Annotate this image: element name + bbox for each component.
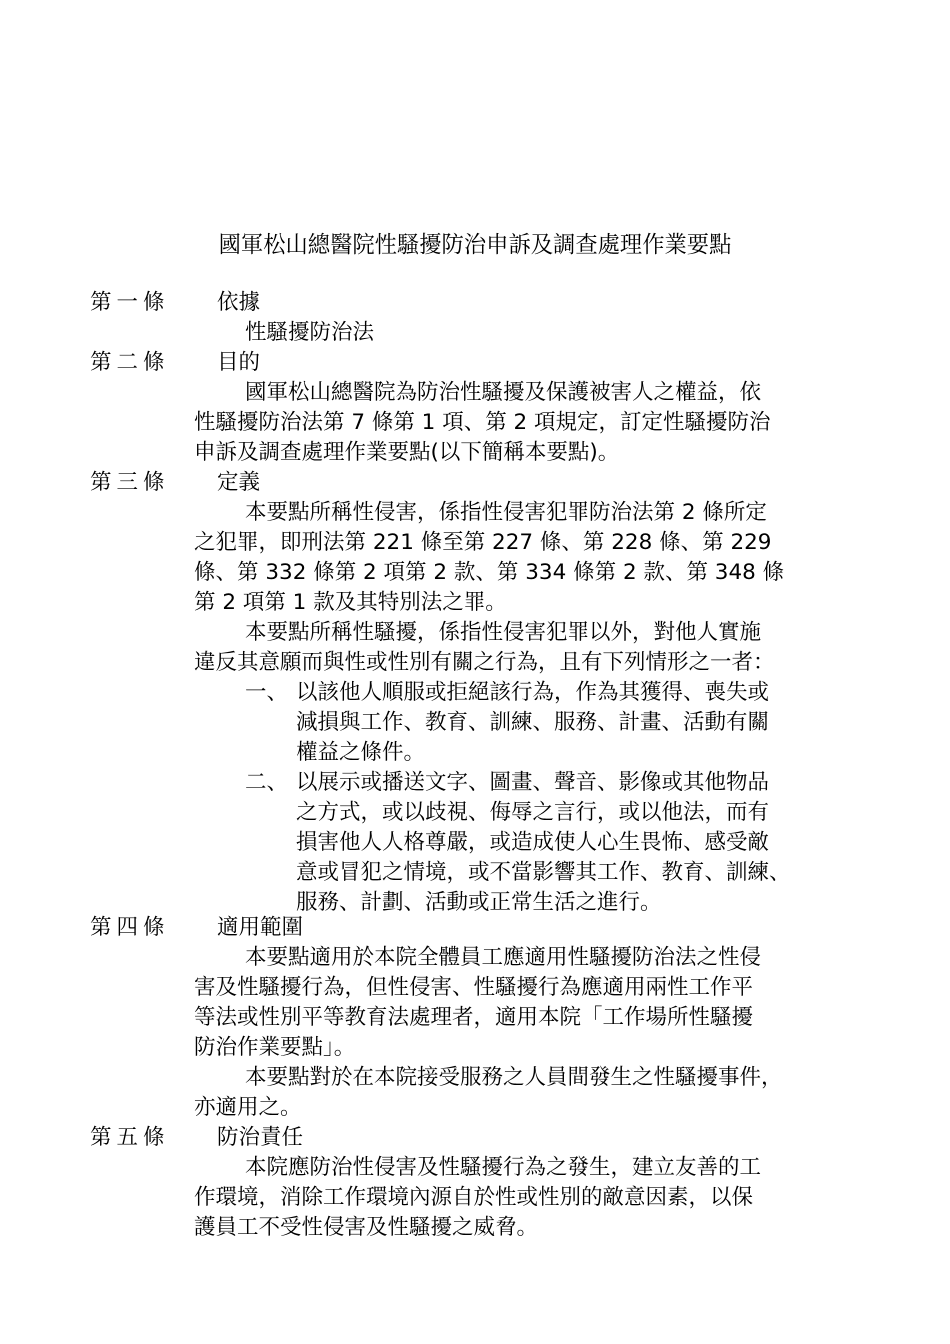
article-header — [90, 913, 303, 943]
article-line: 害及性騷擾行為，但性侵害、性騷擾行為應適用兩性工作平 — [194, 975, 754, 1000]
article-heading: 定義 — [217, 470, 261, 495]
list-item-line: 損害他人人格尊嚴，或造成使人心生畏怖、感受敵 — [296, 830, 770, 855]
article-line: 本要點對於在本院接受服務之人員間發生之性騷擾事件， — [245, 1065, 783, 1090]
article-header — [90, 1123, 303, 1153]
article-line: 違反其意願而與性或性別有關之行為，且有下列情形之一者： — [194, 650, 775, 675]
article-line: 本要點所稱性騷擾，係指性侵害犯罪以外，對他人實施 — [245, 620, 762, 645]
article-line: 本院應防治性侵害及性騷擾行為之發生，建立友善的工 — [245, 1155, 762, 1180]
list-item-line: 權益之條件。 — [296, 740, 426, 765]
article-line: 作環境，消除工作環境內源自於性或性別的敵意因素，以保 — [194, 1185, 754, 1210]
list-item-line: 意或冒犯之情境，或不當影響其工作、教育、訓練、 — [296, 860, 791, 885]
article-line: 本要點所稱性侵害，係指性侵害犯罪防治法第 2 條所定 — [245, 500, 767, 525]
article-line: 國軍松山總醫院為防治性騷擾及保護被害人之權益，依 — [245, 380, 762, 405]
article-line: 亦適用之。 — [194, 1095, 302, 1120]
article-number: 第二條 — [90, 350, 170, 375]
list-item-line: 以展示或播送文字、圖畫、聲音、影像或其他物品 — [296, 770, 770, 795]
article-line: 本要點適用於本院全體員工應適用性騷擾防治法之性侵 — [245, 945, 762, 970]
article-line: 條、第 332 條第 2 項第 2 款、第 334 條第 2 款、第 348 條 — [194, 560, 785, 585]
list-item-number: 一、 — [245, 680, 289, 705]
article-number: 第一條 — [90, 290, 170, 315]
article-heading: 適用範圍 — [217, 915, 304, 940]
list-item-line: 之方式，或以歧視、侮辱之言行，或以他法，而有 — [296, 800, 770, 825]
article-number: 第四條 — [90, 915, 170, 940]
article-line: 之犯罪，即刑法第 221 條至第 227 條、第 228 條、第 229 — [194, 530, 772, 555]
article-heading: 防治責任 — [217, 1125, 304, 1150]
article-line: 性騷擾防治法 — [245, 320, 375, 345]
list-item-number: 二、 — [245, 770, 289, 795]
article-line: 性騷擾防治法第 7 條第 1 項、第 2 項規定，訂定性騷擾防治 — [194, 410, 771, 435]
list-item-line: 以該他人順服或拒絕該行為，作為其獲得、喪失或 — [296, 680, 770, 705]
article-header — [90, 288, 260, 318]
list-item-line: 服務、計劃、活動或正常生活之進行。 — [296, 890, 662, 915]
article-heading: 目的 — [217, 350, 261, 375]
article-header — [90, 348, 260, 378]
article-line: 等法或性別平等教育法處理者，適用本院「工作場所性騷擾 — [194, 1005, 754, 1030]
article-line: 護員工不受性侵害及性騷擾之威脅。 — [194, 1215, 539, 1240]
article-line: 防治作業要點」。 — [194, 1035, 356, 1060]
list-item-line: 減損與工作、教育、訓練、服務、計畫、活動有關 — [296, 710, 770, 735]
article-header — [90, 468, 260, 498]
article-line: 申訴及調查處理作業要點(以下簡稱本要點)。 — [194, 440, 620, 465]
document-title: 國軍松山總醫院性騷擾防治申訴及調查處理作業要點 — [218, 232, 732, 258]
article-heading: 依據 — [217, 290, 261, 315]
article-line: 第 2 項第 1 款及其特別法之罪。 — [194, 590, 507, 615]
article-number: 第五條 — [90, 1125, 170, 1150]
article-number: 第三條 — [90, 470, 170, 495]
